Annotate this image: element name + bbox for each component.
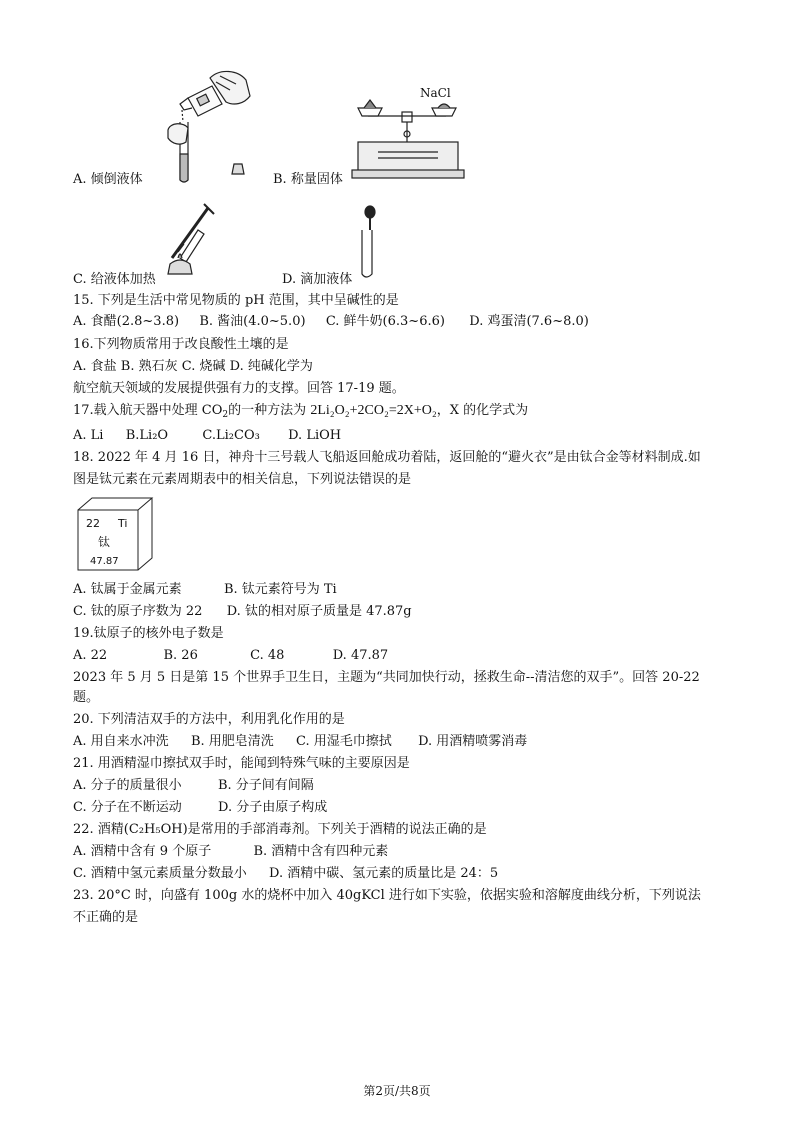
q20-option-d: D. 用酒精喷雾消毒 (418, 734, 528, 749)
q22-options-row2 (73, 865, 498, 883)
q18-options-row2 (73, 603, 412, 621)
q22-option-c: C. 酒精中氢元素质量分数最小 (73, 866, 247, 881)
q15-options (73, 313, 589, 331)
q20-stem: 20. 下列清洁双手的方法中，利用乳化作用的是 (73, 712, 345, 727)
q18-option-c: C. 钛的原子序数为 22 (73, 604, 203, 619)
q17-stem: 17.载入航天器中处理 $CO_2$的一种方法为 2Li₂O₂+2CO₂=2X+O₂，X 的化学式为 (73, 403, 529, 420)
q15-option-b: B. 酱油(4.0~5.0) (199, 314, 306, 329)
ti-atomic-mass: 47.87 (90, 556, 119, 567)
q21-option-c: C. 分子在不断运动 (73, 800, 182, 815)
q19-option-b: B. 26 (163, 648, 198, 663)
ti-atomic-number: 22 (86, 517, 100, 530)
q16-stem: 16.下列物质常用于改良酸性土壤的是 (73, 337, 289, 352)
q17-options (73, 427, 341, 445)
q20-option-a: A. 用自来水冲洗 (73, 734, 169, 749)
q23-stem-line2: 不正确的是 (73, 910, 139, 925)
section-intro-17-19: 航空航天领域的发展提供强有力的支撑。回答 17-19 题。 (73, 381, 405, 396)
q21-option-b: B. 分子间有间隔 (217, 778, 314, 793)
q22-option-b: B. 酒精中含有四种元素 (253, 844, 389, 859)
q15-stem: 15. 下列是生活中常见物质的 pH 范围，其中呈碱性的是 (73, 293, 399, 308)
q21-stem: 21. 用酒精湿巾擦拭双手时，能闻到特殊气味的主要原因是 (73, 756, 410, 771)
q18-option-b: B. 钛元素符号为 Ti (223, 582, 337, 597)
q21-option-a: A. 分子的质量很小 (73, 778, 182, 793)
q21-options-row1 (73, 777, 314, 795)
q18-stem-line1: 18. 2022 年 4 月 16 日，神舟十三号载人飞船返回舱成功着陆，返回舱的“避火衣”是由钛合金等材料制成.如 (73, 450, 701, 465)
figure-pouring-liquid (150, 64, 260, 184)
figure-heating-liquid (158, 200, 220, 276)
q15-option-d: D. 鸡蛋清(7.6~8.0) (469, 314, 589, 329)
section-intro-20-22-line1: 2023 年 5 月 5 日是第 15 个世界手卫生日，主题为“共同加快行动，拯救生命--清洁您的双手”。回答 20-22 (73, 670, 700, 685)
figure-dropping-liquid (354, 204, 384, 280)
q21-option-d: D. 分子由原子构成 (218, 800, 328, 815)
q22-option-a: A. 酒精中含有 9 个原子 (73, 844, 212, 859)
q22-stem: 22. 酒精(C₂H₅OH)是常用的手部消毒剂。下列关于酒精的说法正确的是 (73, 822, 487, 837)
titanium-element-cell (76, 496, 156, 572)
q17-option-c: C.Li₂CO₃ (202, 428, 260, 443)
q19-option-c: C. 48 (250, 648, 285, 663)
q14-option-c: C. 给液体加热 (73, 272, 156, 287)
q16-options: A. 食盐 B. 熟石灰 C. 烧碱 D. 纯碱化学为 (73, 359, 313, 374)
q19-stem: 19.钛原子的核外电子数是 (73, 626, 224, 641)
q23-stem-line1: 23. 20°C 时，向盛有 100g 水的烧杯中加入 40gKCl 进行如下实验，依据实验和溶解度曲线分析，下列说法 (73, 888, 701, 903)
q18-options-row1 (73, 581, 337, 599)
q19-option-a: A. 22 (73, 648, 108, 663)
q19-option-d: D. 47.87 (332, 648, 389, 663)
q20-option-c: C. 用湿毛巾擦拭 (296, 734, 392, 749)
balance-label-nacl: NaCl (420, 86, 451, 100)
q20-option-b: B. 用肥皂清洗 (190, 734, 274, 749)
q19-options (73, 647, 388, 665)
q15-option-a: A. 食醋(2.8~3.8) (73, 314, 180, 329)
q15-option-c: C. 鲜牛奶(6.3~6.6) (325, 314, 445, 329)
q14-option-d: D. 滴加液体 (282, 272, 353, 287)
q18-option-d: D. 钛的相对原子质量是 47.87g (226, 604, 412, 619)
section-intro-20-22-line2: 题。 (73, 690, 100, 705)
q22-options-row1 (73, 843, 388, 861)
q21-options-row2 (73, 799, 327, 817)
q17-equation: 2Li₂O₂+2CO₂=2X+O₂ (310, 403, 437, 418)
q14-option-b: B. 称量固体 (273, 172, 343, 187)
q17-option-a: A. Li (73, 428, 104, 443)
q22-option-d: D. 酒精中碳、氢元素的质量比是 24：5 (269, 866, 499, 881)
q18-option-a: A. 钛属于金属元素 (73, 582, 182, 597)
q17-option-d: D. LiOH (288, 428, 342, 443)
q18-stem-line2: 图是钛元素在元素周期表中的相关信息，下列说法错误的是 (73, 472, 412, 487)
ti-name: 钛 (98, 535, 111, 549)
q14-option-a: A. 倾倒液体 (73, 172, 143, 187)
q20-options (73, 733, 527, 751)
page-number: 第2页/共8页 (363, 1084, 431, 1098)
q17-option-b: B.Li₂O (125, 428, 169, 443)
ti-symbol: Ti (118, 517, 128, 530)
